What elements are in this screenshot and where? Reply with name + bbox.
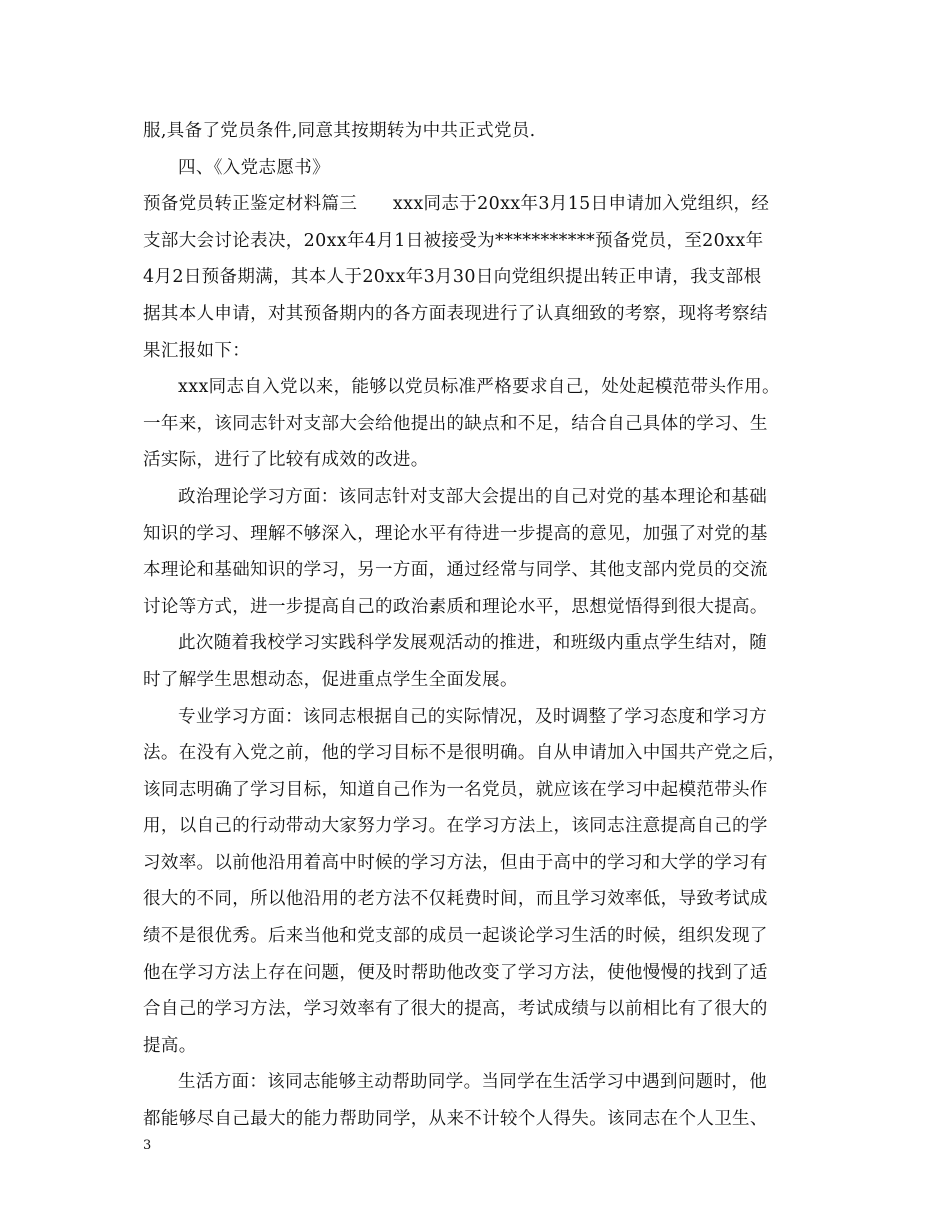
text-line: xxx同志自入党以来，能够以党员标准严格要求自己，处处起模范带头作用。 xyxy=(178,377,780,398)
text-line: 合自己的学习方法，学习效率有了很大的提高，考试成绩与以前相比有了很大的 xyxy=(143,999,768,1020)
text-line: 法。在没有入党之前，他的学习目标不是很明确。自从申请加入中国共产党之后， xyxy=(143,743,786,764)
text-line: 预备党员转正鉴定材料篇三 xxx同志于20xx年3月15日申请加入党组织，经 xyxy=(143,194,770,215)
text-line: 很大的不同，所以他沿用的老方法不仅耗费时间，而且学习效率低，导致考试成 xyxy=(143,889,768,910)
text-line: 讨论等方式，进一步提高自己的政治素质和理论水平，思想觉悟得到很大提高。 xyxy=(143,596,768,617)
text-line: 习效率。以前他沿用着高中时候的学习方法，但由于高中的学习和大学的学习有 xyxy=(143,852,768,873)
text-line: 时了解学生思想动态，促进重点学生全面发展。 xyxy=(143,669,518,690)
text-line: 专业学习方面：该同志根据自己的实际情况，及时调整了学习态度和学习方 xyxy=(178,706,768,727)
text-line: 用，以自己的行动带动大家努力学习。在学习方法上，该同志注意提高自己的学 xyxy=(143,816,768,837)
text-line: 服,具备了党员条件,同意其按期转为中共正式党员. xyxy=(143,121,536,141)
text-line: 提高。 xyxy=(143,1035,197,1056)
text-line: 此次随着我校学习实践科学发展观活动的推进，和班级内重点学生结对，随 xyxy=(178,633,768,654)
text-line: 四、《入党志愿书》 xyxy=(178,157,330,178)
text-line: 支部大会讨论表决，20xx年4月1日被接受为***********预备党员，至20xx年 xyxy=(143,230,764,251)
text-line: 知识的学习、理解不够深入，理论水平有待进一步提高的意见，加强了对党的基 xyxy=(143,523,768,544)
text-line: 4月2日预备期满，其本人于20xx年3月30日向党组织提出转正申请，我支部根 xyxy=(143,267,762,288)
text-line: 据其本人申请，对其预备期内的各方面表现进行了认真细致的考察，现将考察结 xyxy=(143,303,768,324)
text-line: 政治理论学习方面：该同志针对支部大会提出的自己对党的基本理论和基础 xyxy=(178,486,768,507)
document-body xyxy=(143,113,815,1138)
text-line: 果汇报如下： xyxy=(143,340,251,361)
text-line: 都能够尽自己最大的能力帮助同学，从来不计较个人得失。该同志在个人卫生、 xyxy=(143,1109,768,1130)
page-number: 3 xyxy=(143,1138,152,1153)
text-line: 绩不是很优秀。后来当他和党支部的成员一起谈论学习生活的时候，组织发现了 xyxy=(143,926,768,947)
text-line: 活实际，进行了比较有成效的改进。 xyxy=(143,450,429,471)
text-line: 生活方面：该同志能够主动帮助同学。当同学在生活学习中遇到问题时，他 xyxy=(178,1072,768,1093)
text-line: 他在学习方法上存在问题，便及时帮助他改变了学习方法，使他慢慢的找到了适 xyxy=(143,962,768,983)
text-line: 该同志明确了学习目标，知道自己作为一名党员，就应该在学习中起模范带头作 xyxy=(143,779,768,800)
text-line: 本理论和基础知识的学习，另一方面，通过经常与同学、其他支部内党员的交流 xyxy=(143,560,768,581)
text-line: 一年来，该同志针对支部大会给他提出的缺点和不足，结合自己具体的学习、生 xyxy=(143,413,768,434)
